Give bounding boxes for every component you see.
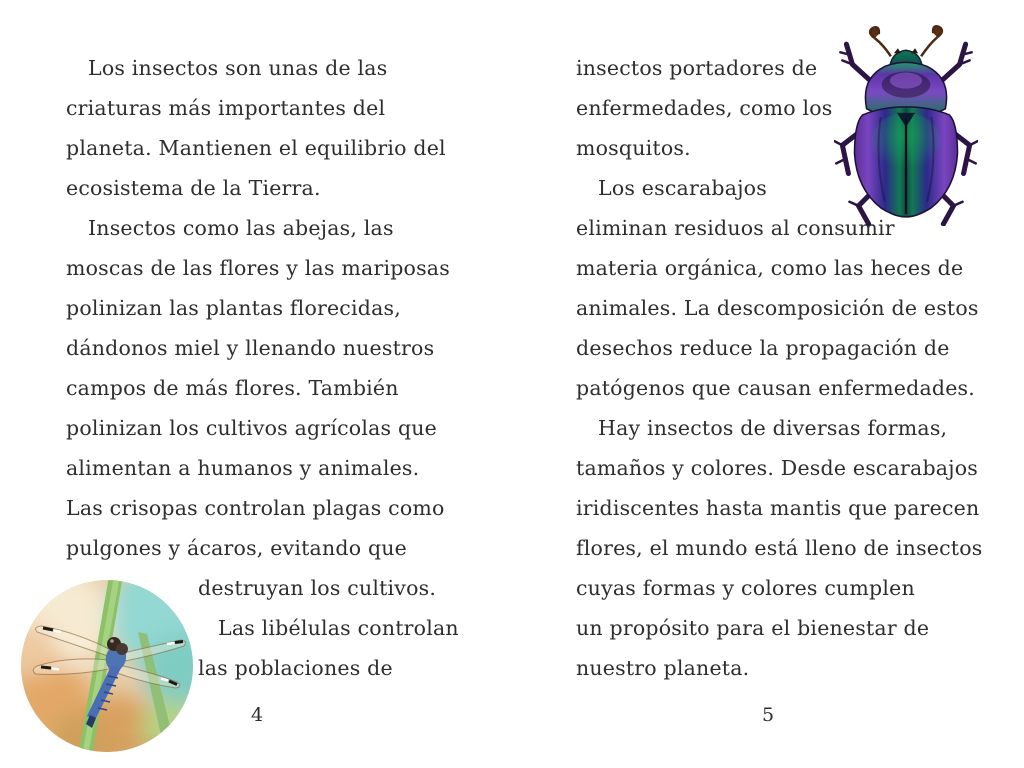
text-line: Hay insectos de diversas formas, bbox=[598, 416, 948, 440]
text-line: insectos portadores de bbox=[576, 56, 818, 80]
text-line: animales. La descomposición de estos bbox=[576, 296, 979, 320]
text-line: cuyas formas y colores cumplen bbox=[576, 576, 915, 600]
beetle-photo-svg bbox=[834, 22, 978, 226]
text-line: nuestro planeta. bbox=[576, 656, 750, 680]
text-line: destruyan los cultivos. bbox=[198, 576, 437, 600]
page-number-left: 4 bbox=[250, 704, 264, 726]
text-line: polinizan los cultivos agrícolas que bbox=[66, 416, 438, 440]
text-line: tamaños y colores. Desde escarabajos bbox=[576, 456, 979, 480]
text-line: enfermedades, como los bbox=[576, 96, 833, 120]
text-line: iridiscentes hasta mantis que parecen bbox=[576, 496, 980, 520]
dragonfly-photo-svg bbox=[21, 579, 193, 753]
text-line: un propósito para el bienestar de bbox=[576, 616, 930, 640]
text-line: patógenos que causan enfermedades. bbox=[576, 376, 975, 400]
text-line: moscas de las flores y las mariposas bbox=[66, 256, 450, 280]
text-line: mosquitos. bbox=[576, 136, 691, 160]
text-line: Insectos como las abejas, las bbox=[88, 216, 394, 240]
dragonfly-image bbox=[21, 579, 193, 753]
text-line: pulgones y ácaros, evitando que bbox=[66, 536, 408, 560]
text-line: Los insectos son unas de las bbox=[88, 56, 388, 80]
text-line: campos de más flores. También bbox=[66, 376, 399, 400]
text-line: criaturas más importantes del bbox=[66, 96, 386, 120]
text-line: materia orgánica, como las heces de bbox=[576, 256, 964, 280]
text-line: dándonos miel y llenando nuestros bbox=[66, 336, 435, 360]
text-line: ecosistema de la Tierra. bbox=[66, 176, 321, 200]
text-line: polinizan las plantas florecidas, bbox=[66, 296, 401, 320]
text-line: eliminan residuos al consumir bbox=[576, 216, 895, 240]
text-line: Las libélulas controlan bbox=[218, 616, 459, 640]
text-line: alimentan a humanos y animales. bbox=[66, 456, 420, 480]
text-line: las poblaciones de bbox=[198, 656, 393, 680]
text-line: planeta. Mantienen el equilibrio del bbox=[66, 136, 446, 160]
text-line: Las crisopas controlan plagas como bbox=[66, 496, 445, 520]
beetle-image bbox=[834, 22, 978, 226]
text-line: Los escarabajos bbox=[598, 176, 767, 200]
text-line: desechos reduce la propagación de bbox=[576, 336, 950, 360]
page-number-right: 5 bbox=[761, 704, 775, 726]
text-line: flores, el mundo está lleno de insectos bbox=[576, 536, 983, 560]
